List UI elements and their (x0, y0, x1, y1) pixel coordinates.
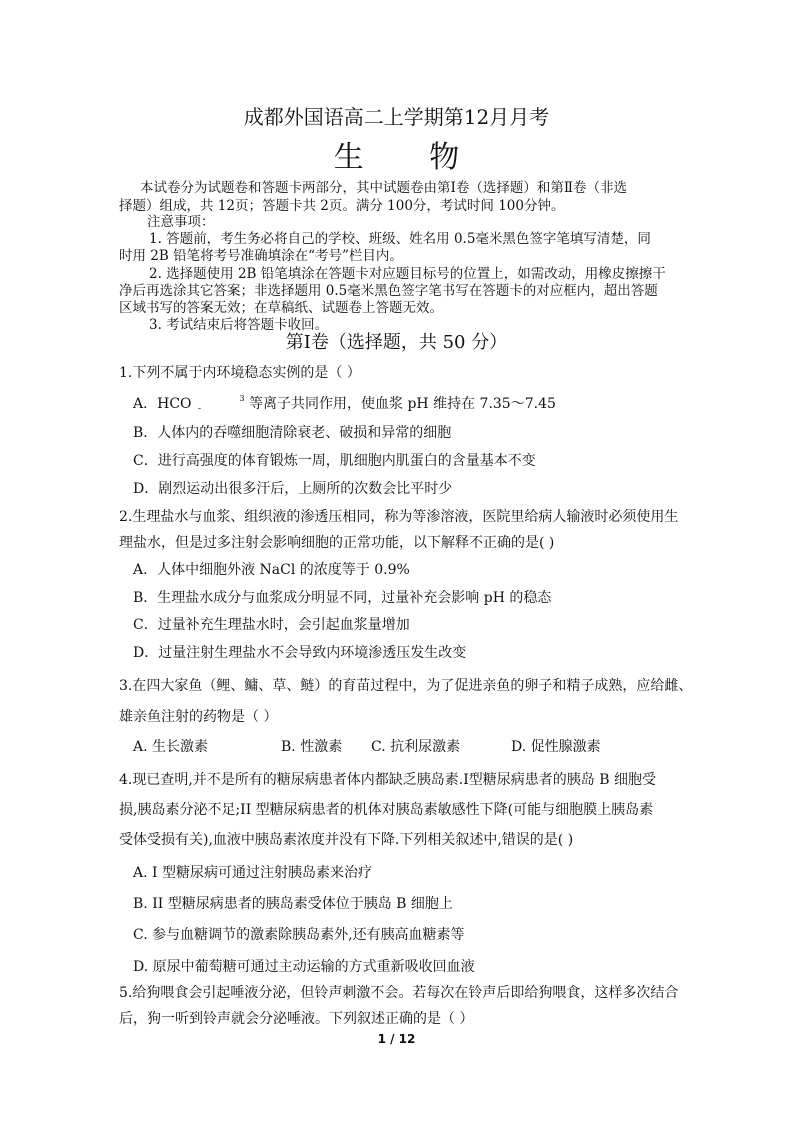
section-title: 第Ⅰ卷（选择题，共 50 分） (285, 332, 508, 353)
q2-stem-2: 理盐水，但是过多注射会影响细胞的正常功能，以下解释不正确的是( ) (119, 535, 555, 551)
q3-option-c: C. 抗利尿激素 (371, 739, 461, 755)
page-number: 1 / 12 (377, 1032, 416, 1046)
q1-option-d: D．剧烈运动出很多汗后，上厕所的次数会比平时少 (133, 481, 453, 497)
notice-2c: 区域书写的答案无效；在草稿纸、试题卷上答题无效。 (119, 300, 443, 316)
intro-line-1: 本试卷分为试题卷和答题卡两部分，其中试题卷由第Ⅰ卷（选择题）和第Ⅱ卷（非选 (140, 180, 628, 196)
notice-title: 注意事项： (147, 214, 215, 230)
q4-option-b: B. II 型糖尿病患者的胰岛素受体位于胰岛 B 细胞上 (133, 896, 453, 912)
q4-option-a: A. I 型糖尿病可通过注射胰岛素来治疗 (133, 865, 372, 881)
notice-3: 3. 考试结束后将答题卡收回。 (149, 317, 329, 333)
q1-a-prefix: A．HCO (133, 396, 192, 412)
q2-option-d: D．过量注射生理盐水不会导致内环境渗透压发生改变 (133, 645, 467, 661)
q4-stem-3: 受体受损有关),血液中胰岛素浓度并没有下降.下列相关叙述中,错误的是( ) (119, 832, 574, 848)
q4-option-c: C. 参与血糖调节的激素除胰岛素外,还有胰高血糖素等 (133, 927, 465, 943)
q3-option-a: A. 生长激素 (133, 739, 209, 755)
q4-option-d: D. 原尿中葡萄糖可通过主动运输的方式重新吸收回血液 (133, 959, 475, 975)
q1-option-b: B．人体内的吞噬细胞清除衰老、破损和异常的细胞 (133, 425, 452, 441)
q1-option-c: C．进行高强度的体育锻炼一周，肌细胞内肌蛋白的含量基本不变 (133, 453, 536, 469)
q1-a-rest: 等离子共同作用，使血浆 pH 维持在 7.35～7.45 (249, 396, 556, 412)
intro-line-2: 择题）组成，共 12页；答题卡共 2页。满分 100分，考试时间 100分钟。 (119, 198, 565, 214)
exam-title: 成都外国语高二上学期第12月月考 (243, 105, 550, 129)
q3-option-b: B. 性激素 (281, 739, 343, 755)
q1-option-a (133, 395, 556, 415)
notice-2a: 2. 选择题使用 2B 铅笔填涂在答题卡对应题目标号的位置上，如需改动，用橡皮擦擦干 (149, 266, 666, 282)
notice-1b: 时用 2B 铅笔将考号准确填涂在“考号”栏目内。 (119, 248, 403, 264)
q3-stem-2: 雄亲鱼注射的药物是（ ） (119, 709, 278, 725)
q5-stem-1: 5.给狗喂食会引起唾液分泌，但铃声刺激不会。若每次在铃声后即给狗喂食，这样多次结合 (119, 985, 679, 1001)
q4-stem-1: 4.现已查明,并不是所有的糖尿病患者体内都缺乏胰岛素.Ⅰ型糖尿病患者的胰岛 B 细胞受 (119, 772, 656, 788)
notice-1a: 1. 答题前，考生务必将自己的学校、班级、姓名用 0.5毫米黑色签字笔填写清楚，同 (149, 231, 651, 247)
q2-option-a: A．人体中细胞外液 NaCl 的浓度等于 0.9% (133, 562, 410, 578)
q1-stem: 1.下列不属于内环境稳态实例的是（ ） (119, 365, 361, 381)
q5-stem-2: 后，狗一听到铃声就会分泌唾液。下列叙述正确的是（ ） (119, 1011, 474, 1027)
q3-option-d: D. 促性腺激素 (511, 739, 601, 755)
notice-2b: 净后再选涂其它答案；非选择题用 0.5毫米黑色签字笔书写在答题卡的对应框内，超出答题 (119, 283, 658, 299)
q1-a-superscript: 3 (239, 394, 245, 403)
q2-stem-1: 2.生理盐水与血浆、组织液的渗透压相同，称为等渗溶液，医院里给病人输液时必须使用生 (119, 509, 679, 525)
q2-option-b: B．生理盐水成分与血浆成分明显不同，过量补充会影响 pH 的稳态 (133, 590, 552, 606)
q3-stem-1: 3.在四大家鱼（鲤、鳙、草、鲢）的育苗过程中，为了促进亲鱼的卵子和精子成熟，应给雌、 (119, 678, 693, 694)
q4-stem-2: 损,胰岛素分泌不足;II 型糖尿病患者的机体对胰岛素敏感性下降(可能与细胞膜上胰岛素 (119, 802, 654, 818)
q1-a-subscript: - (197, 404, 202, 414)
q2-option-c: C．过量补充生理盐水时，会引起血浆量增加 (133, 617, 410, 633)
subject-title: 生 物 (333, 140, 488, 175)
